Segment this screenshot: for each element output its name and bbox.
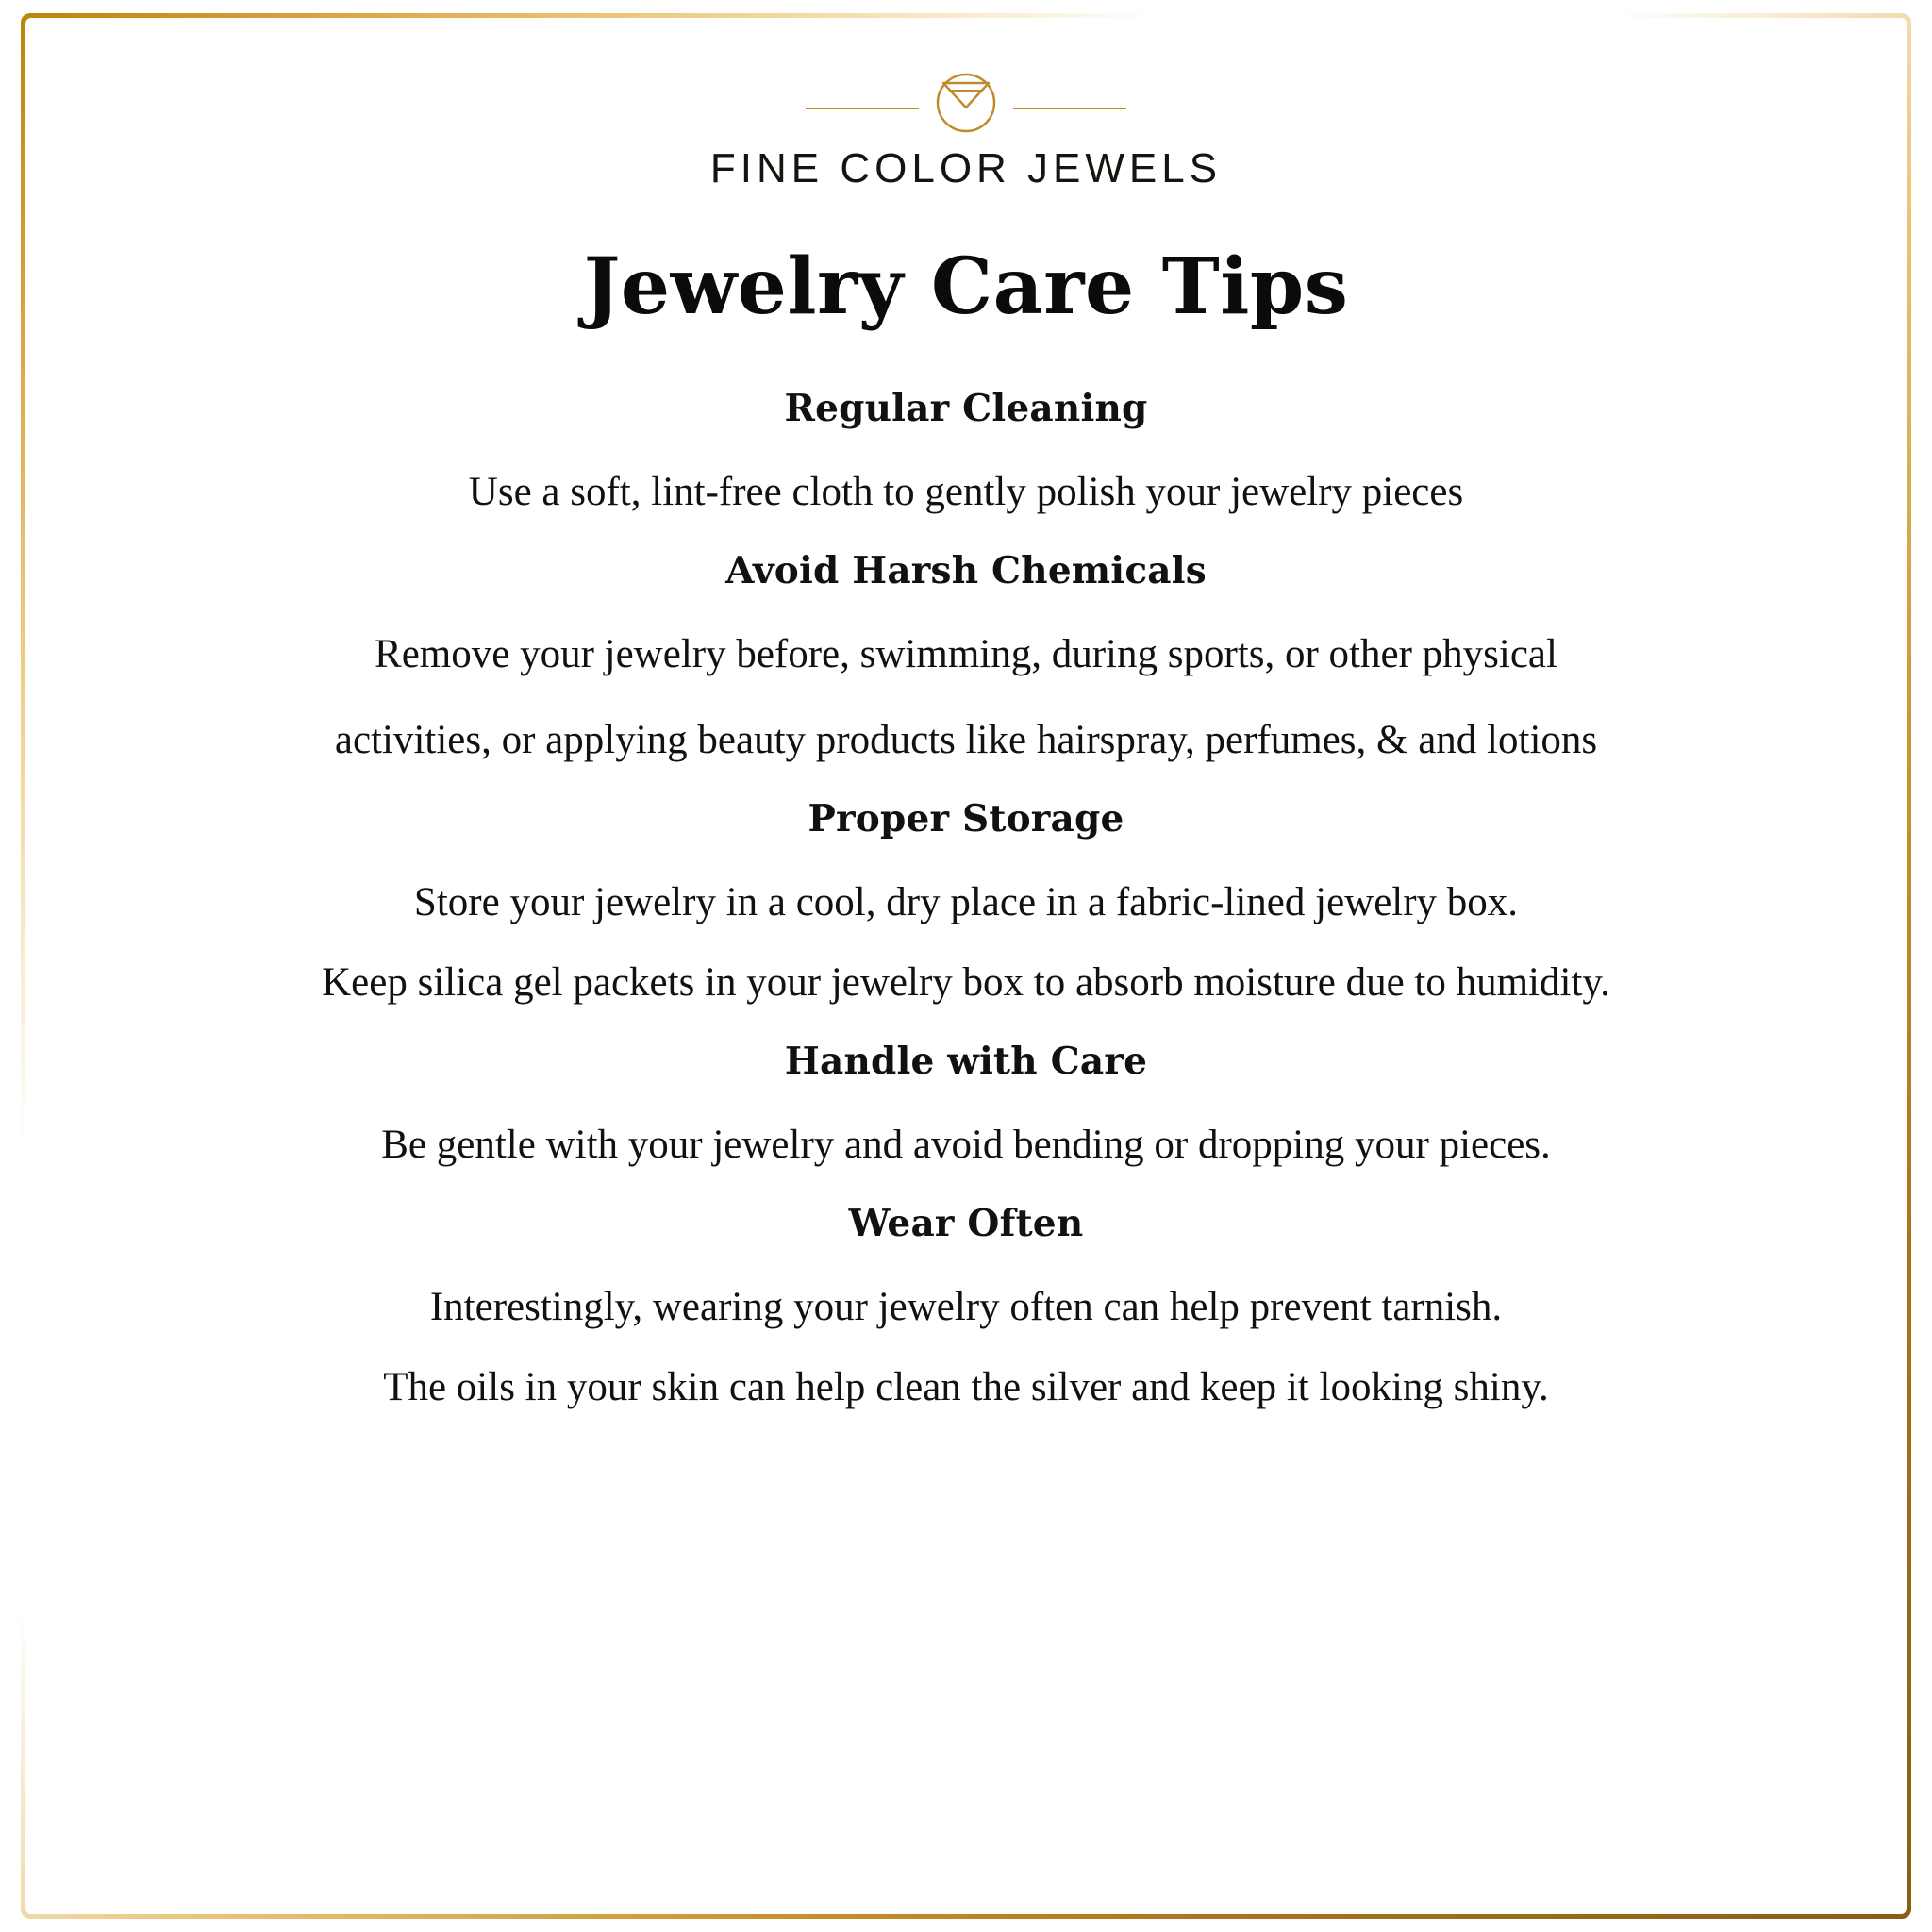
section-line: Use a soft, lint-free cloth to gently polish your jewelry pieces [468,470,1464,514]
frame-inner [25,18,1907,1914]
logo-rule-right [1013,108,1126,109]
section-line: Remove your jewelry before, swimming, during sports, or other physical [375,631,1557,676]
sections-list [77,355,1855,1412]
section-line: Store your jewelry in a cool, dry place in a fabric-lined jewelry box. [413,879,1519,924]
diamond-outline-icon [923,58,1009,140]
section-line: Interestingly, wearing your jewelry often can help prevent tarnish. [429,1284,1503,1329]
brand-name: FINE COLOR JEWELS [709,145,1223,192]
section-line: Keep silica gel packets in your jewelry box to absorb moisture due to humidity. [322,960,1610,1006]
section-line: activities, or applying beauty products like hairspray, perfumes, & and lotions [334,718,1598,763]
section-wear-often [77,1170,1855,1412]
section-handle-with-care [77,1008,1855,1170]
section-heading: Regular Cleaning [784,387,1148,430]
gold-border-frame [21,13,1911,1919]
section-line: Be gentle with your jewelry and avoid bending or dropping your pieces. [381,1122,1551,1167]
section-proper-storage [77,765,1855,1008]
section-avoid-harsh-chemicals [77,517,1855,765]
logo-mark [777,58,1155,140]
section-heading: Wear Often [848,1201,1084,1245]
section-heading: Handle with Care [784,1039,1148,1083]
section-heading: Proper Storage [808,796,1124,841]
section-heading: Avoid Harsh Chemicals [725,548,1207,592]
section-line: The oils in your skin can help clean the silver and keep it looking shiny. [383,1365,1549,1410]
section-regular-cleaning [77,355,1855,517]
brand-header [77,58,1855,192]
document-content [77,42,1855,1890]
page-title: Jewelry Care Tips [583,242,1349,332]
logo-rule-left [806,108,919,109]
